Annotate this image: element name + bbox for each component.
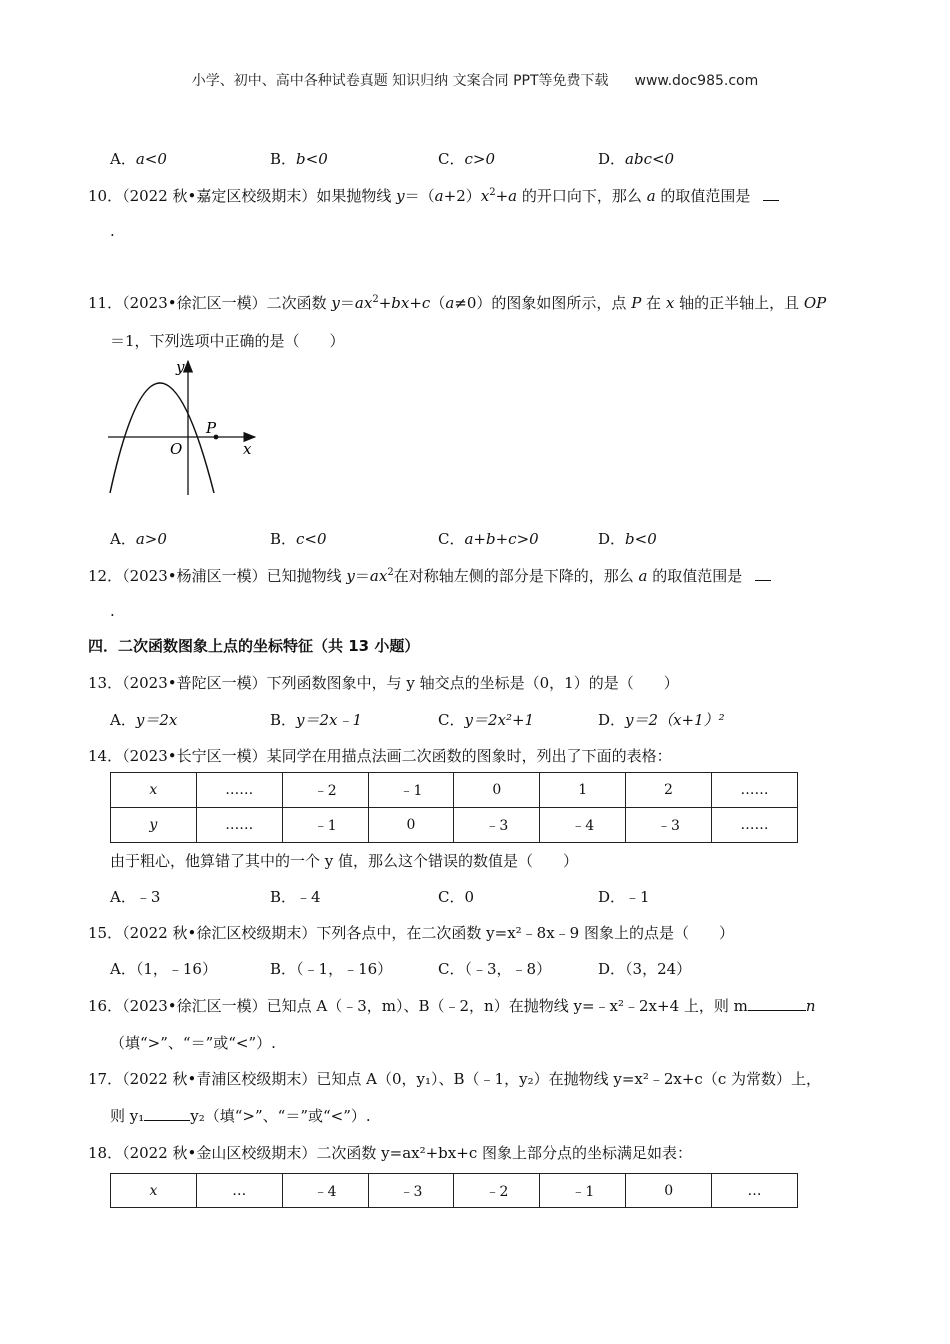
x-axis-label: x [243,440,252,458]
q9-option-d[interactable]: D．abc<0 [598,150,675,168]
q14-table-row-y: y …… ﹣1 0 ﹣3 ﹣4 ﹣3 …… [111,808,798,843]
q14-option-c[interactable]: C．0 [438,888,475,906]
q15-option-d[interactable]: D．（3，24） [598,960,692,978]
question-13: 13．（2023•普陀区一模）下列函数图象中，与 y 轴交点的坐标是（0，1）的是（ ） [88,674,679,692]
q18-table [110,1173,798,1208]
q11-option-c[interactable]: C．a+b+c>0 [438,530,539,548]
q10-end: . [110,222,115,240]
q11-option-d[interactable]: D．b<0 [598,530,657,548]
q12-end: . [110,602,115,620]
q11-option-a[interactable]: A．a>0 [110,530,167,548]
q15-option-b[interactable]: B．（﹣1，﹣16） [270,960,393,978]
question-12: 12．（2023•杨浦区一模）已知抛物线 $y=ax^2$在对称轴左侧的部分是下降的，那么 a 的取值范围是 [88,565,771,586]
q14-table [110,772,798,843]
q14-after-text: 由于粗心，他算错了其中的一个 y 值，那么这个错误的数值是（ ） [110,852,579,870]
origin-label: O [170,440,183,458]
q17-line2: 则 y₁ y₂（填“>”、“＝”或“<”）. [110,1107,371,1125]
q14-option-a[interactable]: A．﹣3 [110,888,161,906]
q13-option-d[interactable]: D．y＝2（x+1）² [598,711,725,729]
question-18: 18．（2022 秋•金山区校级期末）二次函数 y=ax²+bx+c 图象上部分点的坐标满足如表： [88,1144,692,1162]
q14-option-b[interactable]: B．﹣4 [270,888,321,906]
q9-option-a[interactable]: A．a<0 [110,150,167,168]
q16-line2: （填“>”、“＝”或“<”）. [110,1034,276,1052]
q13-option-a[interactable]: A．y＝2x [110,711,178,729]
question-17: 17．（2022 秋•青浦区校级期末）已知点 A（0，y₁）、B（﹣1，y₂）在抛物线 y=x²﹣2x+c（c 为常数）上， [88,1070,822,1088]
page-header [0,70,950,90]
q14-table-row-x: x …… ﹣2 ﹣1 0 1 2 …… [111,773,798,808]
question-10: 10．（2022 秋•嘉定区校级期末）如果抛物线 $y=(a+2)x^2+a$ 的开口向下，那么 a 的取值范围是 [88,185,779,206]
question-16: 16．（2023•徐汇区一模）已知点 A（﹣3，m）、B（﹣2，n）在抛物线 y=﹣x²﹣2x+4 上，则 m n [88,997,816,1015]
q10-answer-blank[interactable] [763,186,779,201]
q14-option-d[interactable]: D．﹣1 [598,888,650,906]
header-url[interactable]: www.doc985.com [634,73,759,89]
q11-option-b[interactable]: B．c<0 [270,530,327,548]
q13-option-b[interactable]: B．y＝2x﹣1 [270,711,363,729]
q11-line2: ＝1，下列选项中正确的是（ ） [110,332,345,350]
q9-option-c[interactable]: C．c>0 [438,150,495,168]
question-11: 11．（2023•徐汇区一模）二次函数 $y=ax^2+bx+c(a\ne 0)$的图象如图所示，点 P 在 x 轴的正半轴上，且 OP [88,294,827,312]
q9-option-b[interactable]: B．b<0 [270,150,328,168]
point-p-label: P [206,419,217,437]
header-text: 小学、初中、高中各种试卷真题 知识归纳 文案合同 PPT等免费下载 [191,73,609,89]
question-15: 15．（2022 秋•徐汇区校级期末）下列各点中，在二次函数 y=x²﹣8x﹣9 图象上的点是（ ） [88,924,734,942]
q11-parabola-graph [100,355,270,500]
y-axis-label: y [176,358,185,376]
q12-answer-blank[interactable] [755,566,771,581]
q16-answer-blank[interactable] [748,996,806,1011]
q15-option-a[interactable]: A．（1，﹣16） [110,960,217,978]
question-14: 14．（2023•长宁区一模）某同学在用描点法画二次函数的图象时，列出了下面的表格： [88,747,672,765]
section-4-title: 四．二次函数图象上点的坐标特征（共 13 小题） [88,637,420,655]
q13-option-c[interactable]: C．y＝2x²+1 [438,711,535,729]
q17-answer-blank[interactable] [144,1106,190,1121]
q18-table-row-x: x … ﹣4 ﹣3 ﹣2 ﹣1 0 … [111,1174,798,1208]
parabola-curve [110,383,214,493]
q15-option-c[interactable]: C．（﹣3，﹣8） [438,960,552,978]
